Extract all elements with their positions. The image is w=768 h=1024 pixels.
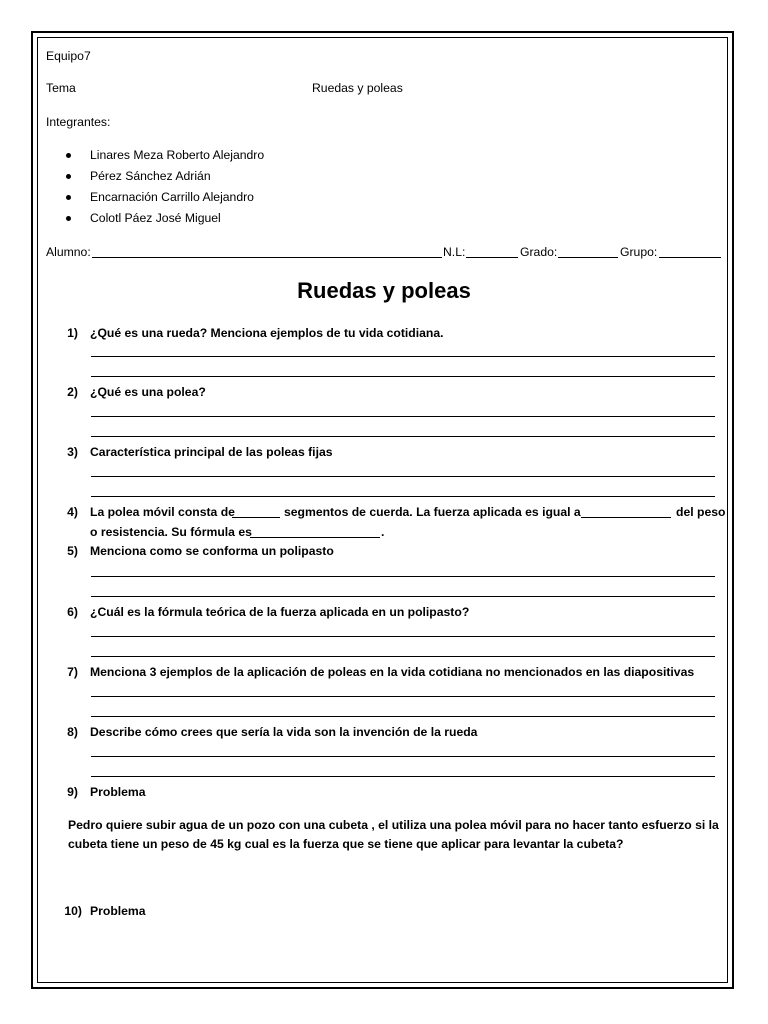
member-item: Linares Meza Roberto Alejandro (90, 148, 265, 162)
answer-line[interactable] (91, 496, 715, 497)
question-number: 10) (64, 904, 82, 918)
answer-line[interactable] (91, 476, 715, 477)
fill-blank-segments[interactable] (232, 517, 280, 518)
member-item: Colotl Páez José Miguel (90, 211, 221, 225)
answer-line[interactable] (91, 376, 715, 377)
member-item: Encarnación Carrillo Alejandro (90, 190, 254, 204)
question-number: 1) (67, 326, 78, 340)
question-number: 7) (67, 665, 78, 679)
group-blank[interactable] (659, 257, 721, 258)
problem-9-text: cubeta tiene un peso de 45 kg cual es la fuerza que se tiene que aplicar para levantar la cubeta? (68, 837, 624, 851)
student-label: Alumno: (46, 245, 91, 259)
question-text: ¿Qué es una rueda? Menciona ejemplos de tu vida cotidiana. (90, 326, 444, 340)
question-number: 4) (67, 505, 78, 519)
fill-blank-force[interactable] (581, 517, 671, 518)
question-number: 3) (67, 445, 78, 459)
question-text: Menciona como se conforma un polipasto (90, 544, 334, 558)
question-number: 6) (67, 605, 78, 619)
question-text: ¿Qué es una polea? (90, 385, 206, 399)
bullet-icon (66, 153, 71, 158)
question-number: 2) (67, 385, 78, 399)
answer-line[interactable] (91, 356, 715, 357)
question-text: ¿Cuál es la fórmula teórica de la fuerza aplicada en un polipasto? (90, 605, 470, 619)
question-text: Característica principal de las poleas fijas (90, 445, 333, 459)
fill-blank-formula[interactable] (250, 537, 380, 538)
bullet-icon (66, 174, 71, 179)
answer-line[interactable] (91, 416, 715, 417)
answer-line[interactable] (91, 776, 715, 777)
question-number: 8) (67, 725, 78, 739)
nl-label: N.L: (443, 245, 466, 259)
answer-line[interactable] (91, 636, 715, 637)
nl-blank[interactable] (466, 257, 518, 258)
answer-line[interactable] (91, 756, 715, 757)
question-number: 9) (67, 785, 78, 799)
answer-line[interactable] (91, 656, 715, 657)
question-text-part-a: La polea móvil consta de (90, 505, 235, 519)
member-item: Pérez Sánchez Adrián (90, 169, 211, 183)
student-name-blank[interactable] (92, 257, 442, 258)
topic-value: Ruedas y poleas (312, 81, 403, 95)
group-label: Grupo: (620, 245, 658, 259)
answer-line[interactable] (91, 596, 715, 597)
bullet-icon (66, 216, 71, 221)
question-text: Describe cómo crees que sería la vida son la invención de la rueda (90, 725, 478, 739)
question-text-part-b: segmentos de cuerda. La fuerza aplicada es igual a (284, 505, 581, 519)
question-text-part-d: o resistencia. Su fórmula es (90, 525, 252, 539)
question-text: Problema (90, 785, 146, 799)
problem-9-text: Pedro quiere subir agua de un pozo con una cubeta , el utiliza una polea móvil para no hacer tanto esfuerzo si la (68, 818, 719, 832)
team-label: Equipo7 (46, 49, 91, 63)
page-title: Ruedas y poleas (297, 278, 471, 303)
topic-label: Tema (46, 81, 76, 95)
question-text: Menciona 3 ejemplos de la aplicación de poleas en la vida cotidiana no mencionados en las diapositivas (90, 665, 695, 679)
grade-blank[interactable] (558, 257, 618, 258)
grade-label: Grado: (520, 245, 558, 259)
members-label: Integrantes: (46, 115, 111, 129)
bullet-icon (66, 195, 71, 200)
question-text-part-e: . (381, 525, 385, 539)
question-number: 5) (67, 544, 78, 558)
answer-line[interactable] (91, 696, 715, 697)
answer-line[interactable] (91, 436, 715, 437)
question-text: Problema (90, 904, 146, 918)
answer-line[interactable] (91, 576, 715, 577)
answer-line[interactable] (91, 716, 715, 717)
question-text-part-c: del peso (676, 505, 726, 519)
